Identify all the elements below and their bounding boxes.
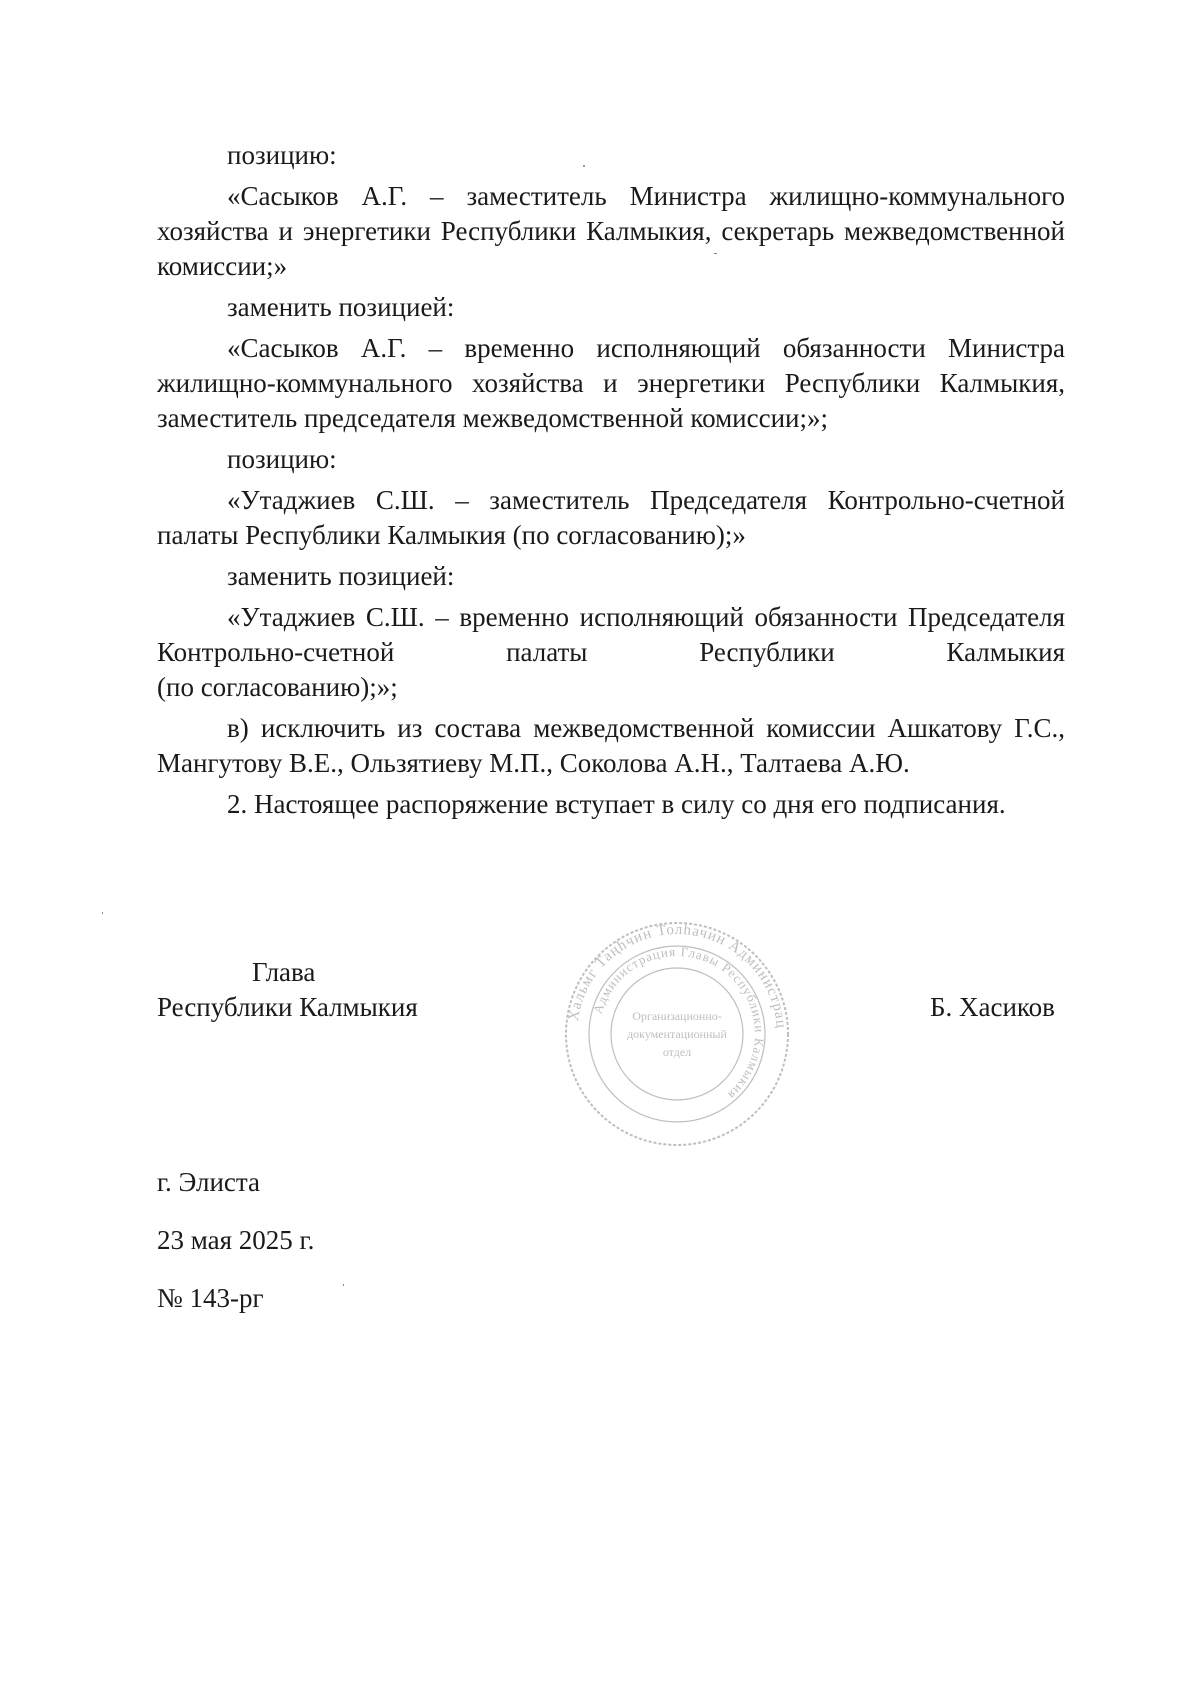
scan-speck: [343, 1284, 344, 1286]
document-city: г. Элиста: [157, 1167, 261, 1197]
stamp-center-line3: отдел: [662, 1045, 692, 1059]
paragraph: «Сасыков А.Г. – заместитель Министра жилищно-коммунального хозяйства и энергетики Республики Калмыкия, секретарь межведомственной комиссии;»: [157, 181, 1065, 281]
paragraph: заменить позицией:: [227, 561, 455, 591]
stamp-center-line1: Организационно-: [632, 1009, 722, 1023]
stamp-outer-text: Хальмг Таңһчин Толһачин Администрац: [565, 921, 789, 1030]
paragraph: (по согласованию);»;: [157, 672, 398, 702]
official-stamp-icon: [563, 920, 791, 1148]
paragraph: «Утаджиев С.Ш. – временно исполняющий обязанности Председателя Контрольно-счетной палаты Республики Калмыкия: [157, 602, 1065, 667]
signatory-title: Глава: [252, 957, 316, 987]
paragraph: позицию:: [227, 140, 337, 170]
paragraph: заменить позицией:: [227, 292, 455, 322]
document-body: [157, 138, 1065, 822]
paragraph: 2. Настоящее распоряжение вступает в силу со дня его подписания.: [227, 789, 1006, 819]
stamp-center-line2: документационный: [627, 1027, 727, 1041]
signatory-name: Б. Хасиков: [930, 992, 1055, 1022]
document-date: 23 мая 2025 г.: [157, 1225, 315, 1255]
scan-speck: [714, 253, 717, 254]
paragraph: позицию:: [227, 444, 337, 474]
scan-speck: [583, 165, 585, 167]
document-footer: [157, 1165, 314, 1339]
paragraph: «Утаджиев С.Ш. – заместитель Председателя Контрольно-счетной палаты Республики Калмыкия (по согласованию);»: [157, 485, 1065, 550]
signatory-title-organization: Республики Калмыкия: [157, 992, 418, 1022]
stamp-inner-text: Администрация Главы Республики Калмыкия: [589, 943, 768, 1104]
paragraph: в) исключить из состава межведомственной комиссии Ашкатову Г.С., Мангутову В.Е., Ользятиеву М.П., Соколова А.Н., Талтаева А.Ю.: [157, 713, 1065, 778]
document-number: № 143-рг: [157, 1283, 264, 1313]
paragraph: «Сасыков А.Г. – временно исполняющий обязанности Министра жилищно-коммунального хозяйства и энергетики Республики Калмыкия, заместитель председателя межведомственной комиссии;»;: [157, 333, 1065, 433]
scan-speck: [102, 912, 103, 914]
